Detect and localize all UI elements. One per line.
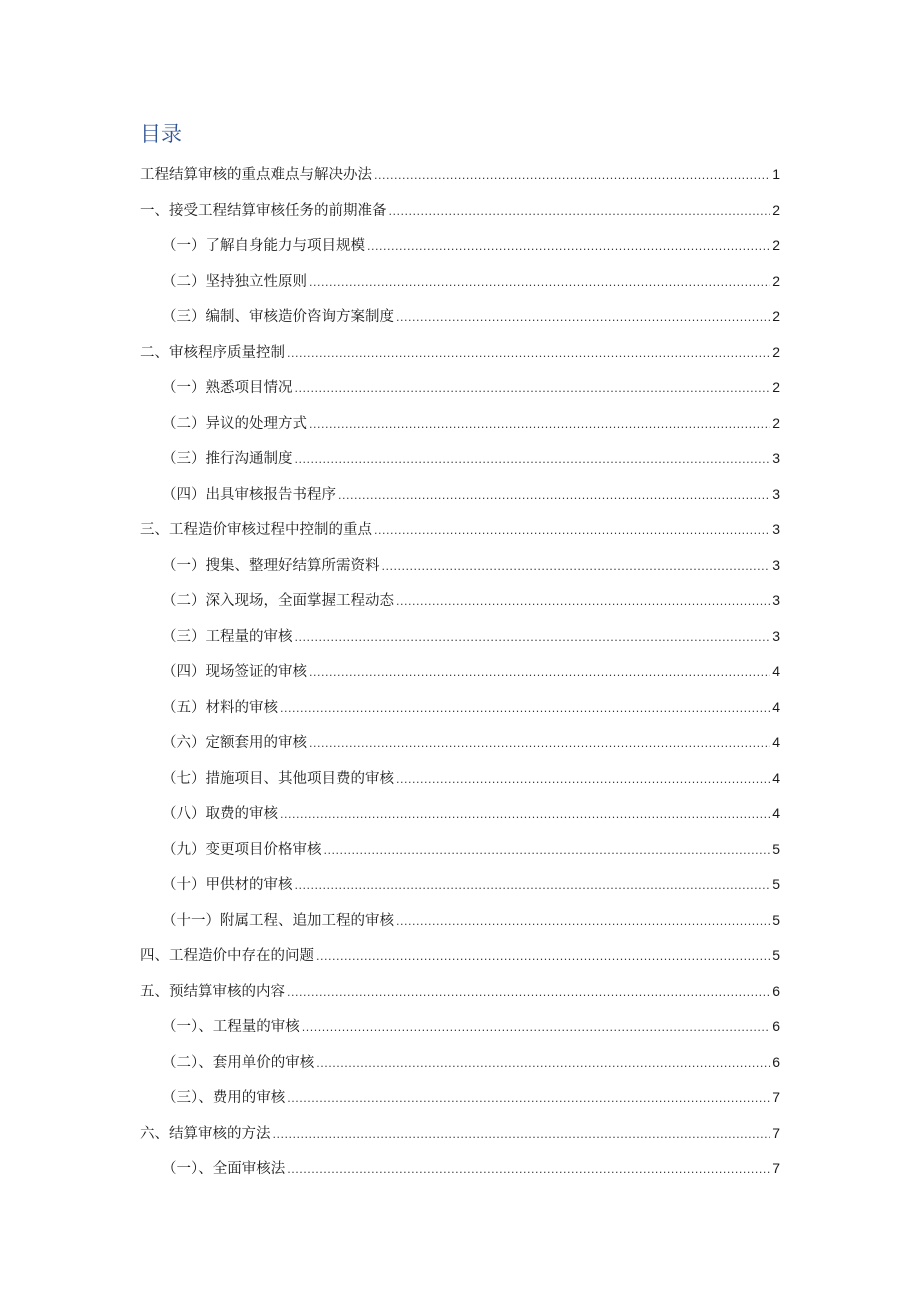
toc-entry[interactable] (140, 690, 780, 726)
toc-page-number: 7 (772, 1160, 780, 1176)
toc-entry[interactable] (140, 725, 780, 761)
toc-page-number: 2 (772, 414, 780, 431)
toc-page-number: 2 (772, 272, 780, 289)
toc-entry[interactable] (140, 512, 780, 548)
toc-entry-text: （三）工程量的审核 (162, 628, 293, 645)
toc-entry-text: 五、预结算审核的内容 (140, 983, 285, 1000)
toc-entry-text: （十一）附属工程、追加工程的审核 (162, 912, 394, 929)
toc-page-number: 3 (772, 485, 780, 502)
toc-dot-leader (287, 1081, 770, 1117)
toc-dot-leader (389, 194, 771, 230)
toc-dot-leader (295, 442, 771, 478)
toc-page-number: 5 (772, 840, 780, 857)
toc-dot-leader (309, 265, 770, 301)
toc-entry-text: 一、接受工程结算审核任务的前期准备 (140, 202, 387, 219)
toc-page-number: 7 (772, 1124, 780, 1141)
toc-entry-text: （十）甲供材的审核 (162, 877, 293, 893)
toc-entry-text: （四）出具审核报告书程序 (162, 486, 336, 503)
toc-entry-text: （六）定额套用的审核 (162, 735, 307, 751)
toc-dot-leader (273, 1117, 771, 1153)
toc-page-number: 1 (772, 166, 780, 182)
toc-page-number: 2 (772, 237, 780, 253)
toc-entry[interactable] (140, 583, 780, 619)
toc-entry-text: （八）取费的审核 (162, 806, 278, 822)
toc-page-number: 3 (772, 592, 780, 608)
toc-dot-leader (295, 371, 771, 407)
toc-entry-text: （一）、全面审核法 (162, 1161, 286, 1177)
toc-entry[interactable] (140, 157, 780, 193)
toc-dot-leader (396, 904, 770, 940)
toc-dot-leader (280, 797, 770, 833)
toc-dot-leader (280, 691, 770, 727)
toc-entry[interactable] (140, 1080, 780, 1116)
toc-entry-text: （四）现场签证的审核 (162, 664, 307, 680)
toc-entry-text: （二）异议的处理方式 (162, 415, 307, 432)
toc-dot-leader (316, 939, 770, 975)
toc-page-number: 5 (772, 911, 780, 928)
toc-page-number: 7 (772, 1089, 780, 1105)
toc-dot-leader (295, 868, 771, 904)
toc-entry[interactable] (140, 441, 780, 477)
toc-entry[interactable] (140, 654, 780, 690)
toc-title: 目录 (140, 122, 182, 146)
toc-entry-text: （一）、工程量的审核 (162, 1019, 300, 1035)
toc-dot-leader (338, 478, 770, 514)
toc-entry[interactable] (140, 974, 780, 1010)
toc-entry[interactable] (140, 1116, 780, 1152)
toc-page-number: 3 (772, 450, 780, 466)
toc-page-number: 6 (772, 982, 780, 999)
toc-entry[interactable] (140, 761, 780, 797)
toc-page-number: 2 (772, 308, 780, 324)
toc-page-number: 4 (772, 805, 780, 821)
toc-entry-text: （一）搜集、整理好结算所需资料 (162, 557, 380, 574)
toc-entry-text: 工程结算审核的重点难点与解决办法 (140, 167, 372, 183)
toc-page-number: 3 (772, 627, 780, 644)
toc-entry[interactable] (140, 477, 780, 513)
toc-entry[interactable] (140, 1045, 780, 1081)
toc-entry[interactable] (140, 619, 780, 655)
toc-entry-text: 二、审核程序质量控制 (140, 344, 285, 361)
toc-entry[interactable] (140, 370, 780, 406)
toc-page-number: 5 (772, 876, 780, 892)
toc-entry-text: （二）深入现场，全面掌握工程动态 (162, 593, 394, 609)
toc-dot-leader (396, 300, 770, 336)
toc-entry-text: （一）熟悉项目情况 (162, 380, 293, 396)
toc-entry[interactable] (140, 228, 780, 264)
toc-page-number: 6 (772, 1053, 780, 1070)
toc-entry-text: （三）编制、审核造价咨询方案制度 (162, 309, 394, 325)
toc-dot-leader (287, 975, 770, 1011)
toc-entry[interactable] (140, 1009, 780, 1045)
toc-list (140, 157, 780, 1187)
toc-entry-text: （七）措施项目、其他项目费的审核 (162, 770, 394, 787)
toc-entry-text: 六、结算审核的方法 (140, 1125, 271, 1142)
toc-dot-leader (396, 584, 770, 620)
toc-page-number: 5 (772, 947, 780, 963)
toc-dot-leader (374, 158, 770, 194)
toc-page-number: 2 (772, 201, 780, 218)
toc-entry[interactable] (140, 264, 780, 300)
toc-dot-leader (316, 1046, 770, 1082)
toc-dot-leader (309, 407, 770, 443)
toc-entry[interactable] (140, 903, 780, 939)
toc-entry-text: （五）材料的审核 (162, 699, 278, 716)
toc-page-number: 4 (772, 734, 780, 750)
toc-page-number: 4 (772, 663, 780, 679)
toc-entry-text: （一）了解自身能力与项目规模 (162, 238, 365, 254)
toc-entry[interactable] (140, 1151, 780, 1187)
toc-entry[interactable] (140, 193, 780, 229)
toc-entry-text: （九）变更项目价格审核 (162, 841, 322, 858)
toc-dot-leader (324, 833, 771, 869)
toc-dot-leader (396, 762, 770, 798)
toc-entry[interactable] (140, 938, 780, 974)
toc-entry-text: （三）、费用的审核 (162, 1090, 286, 1106)
toc-dot-leader (287, 1152, 770, 1188)
toc-entry[interactable] (140, 299, 780, 335)
toc-entry[interactable] (140, 548, 780, 584)
toc-dot-leader (374, 513, 770, 549)
toc-entry-text: 三、工程造价审核过程中控制的重点 (140, 522, 372, 538)
toc-entry[interactable] (140, 335, 780, 371)
toc-entry-text: （三）推行沟通制度 (162, 451, 293, 467)
toc-dot-leader (295, 620, 771, 656)
toc-entry-text: （二）坚持独立性原则 (162, 273, 307, 290)
toc-page-number: 3 (772, 521, 780, 537)
toc-entry[interactable] (140, 832, 780, 868)
toc-page-number: 2 (772, 379, 780, 395)
toc-entry-text: 四、工程造价中存在的问题 (140, 948, 314, 964)
toc-page-number: 4 (772, 698, 780, 715)
toc-page-number: 2 (772, 343, 780, 360)
toc-dot-leader (367, 229, 770, 265)
toc-entry[interactable] (140, 867, 780, 903)
toc-dot-leader (309, 655, 770, 691)
toc-page-number: 3 (772, 556, 780, 573)
toc-page-number: 6 (772, 1018, 780, 1034)
toc-dot-leader (382, 549, 771, 585)
toc-dot-leader (287, 336, 770, 372)
toc-entry-text: （二）、套用单价的审核 (162, 1054, 315, 1071)
toc-dot-leader (302, 1010, 770, 1046)
toc-entry[interactable] (140, 406, 780, 442)
toc-page-number: 4 (772, 769, 780, 786)
toc-dot-leader (309, 726, 770, 762)
toc-entry[interactable] (140, 796, 780, 832)
